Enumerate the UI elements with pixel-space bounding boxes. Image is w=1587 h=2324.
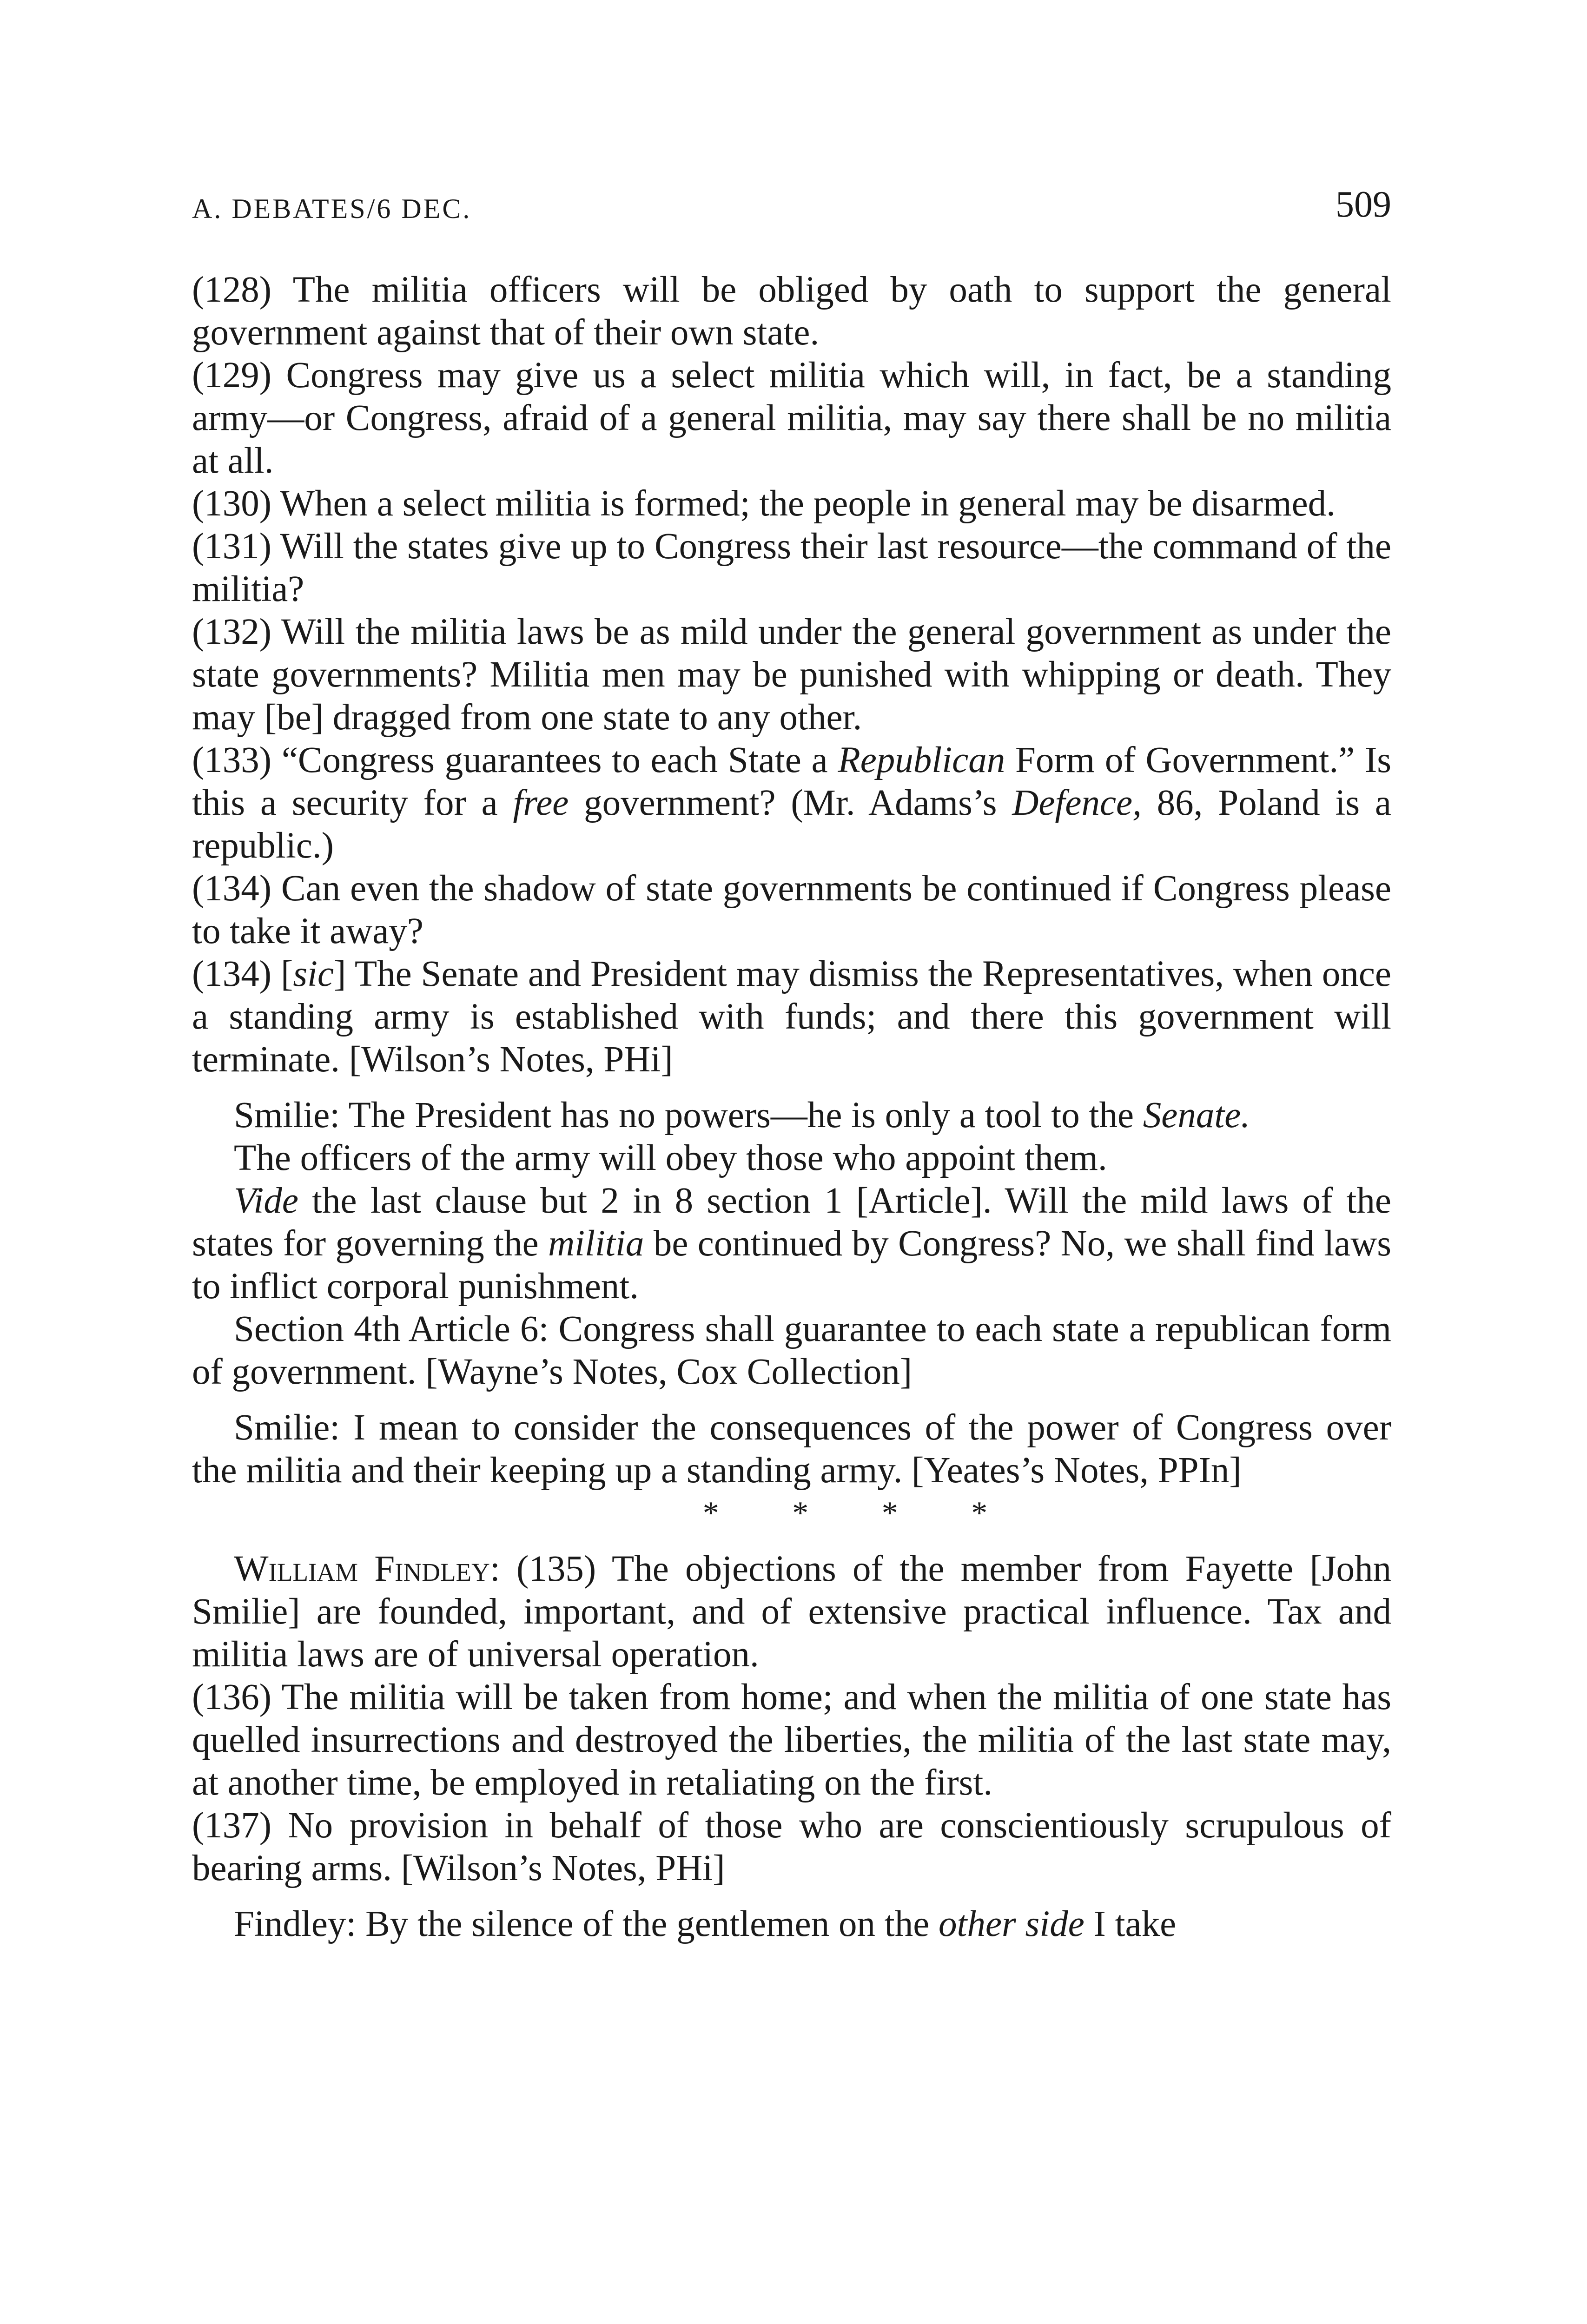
paragraph-smilie-president: Smilie: The President has no powers—he is only a tool to the Senate. [234, 1095, 1250, 1136]
body-text [192, 269, 1391, 1946]
emphasis-republican: Republican [838, 740, 1005, 780]
paragraph-131: (131) Will the states give up to Congress their last resource—the command of the militia? [192, 526, 1391, 609]
emphasis-senate: Senate. [1143, 1095, 1250, 1136]
paragraph-smilie-consequences: Smilie: I mean to consider the consequences of the power of Congress over the militia and their keeping up a standing army. [Yeates’s Notes, PPIn] [192, 1407, 1391, 1491]
paragraph-130: (130) When a select militia is formed; the people in general may be disarmed. [192, 483, 1336, 524]
paragraph-133: (133) “Congress guarantees to each State a Republican Form of Government.” Is this a security for a free government? (Mr. Adams’s Defence, 86, Poland is a republic.) [192, 740, 1392, 866]
running-head [192, 184, 1391, 235]
emphasis-sic: sic [293, 954, 334, 994]
paragraph-findley-silence: Findley: By the silence of the gentlemen on the other side I take [234, 1904, 1177, 1944]
running-head-title: A. DEBATES/6 DEC. [192, 193, 472, 224]
paragraph-134: (134) Can even the shadow of state governments be continued if Congress please to take it away? [192, 868, 1391, 951]
emphasis-free: free [513, 783, 569, 823]
paragraph-vide: Vide the last clause but 2 in 8 section 1 [Article]. Will the mild laws of the states for governing the militia be continued by Congress? No, we shall find laws to inflict corporal punishment. [192, 1181, 1391, 1307]
paragraph-136: (136) The militia will be taken from home; and when the militia of one state has quelled insurrections and destroyed the liberties, the militia of the last state may, at another time, be employed in retaliating on the first. [192, 1677, 1391, 1803]
emphasis-defence: Defence, [1012, 783, 1142, 823]
paragraph-129: (129) Congress may give us a select militia which will, in fact, be a standing army—or Congress, afraid of a general militia, may say there shall be no militia at all. [192, 355, 1391, 481]
speaker-name: William Findley: [234, 1549, 500, 1589]
paragraph-smilie-officers: The officers of the army will obey those who appoint them. [234, 1138, 1107, 1178]
paragraph-134-sic: (134) [sic] The Senate and President may dismiss the Representatives, when once a standing army is established with funds; and there this government will terminate. [Wilson’s Notes, PHi] [192, 954, 1391, 1080]
paragraph-135: William Findley: (135) The objections of the member from Fayette [John Smilie] are founded, important, and of extensive practical influence. Tax and militia laws are of universal operation. [192, 1549, 1391, 1675]
emphasis-other-side: other side [939, 1904, 1084, 1944]
emphasis-vide: Vide [234, 1181, 298, 1221]
paragraph-137: (137) No provision in behalf of those who are conscientiously scrupulous of bearing arms. [Wilson’s Notes, PHi] [192, 1805, 1391, 1888]
paragraph-128: (128) The militia officers will be obliged by oath to support the general government against that of their own state. [192, 270, 1391, 353]
page-number: 509 [1336, 184, 1391, 225]
paragraph-132: (132) Will the militia laws be as mild under the general government as under the state governments? Militia men may be punished with whipping or death. They may [be] dragged from one state to any other. [192, 612, 1391, 738]
emphasis-militia: militia [548, 1223, 644, 1264]
paragraph-section-4: Section 4th Article 6: Congress shall guarantee to each state a republican form of government. [Wayne’s Notes, Cox Collection] [192, 1309, 1391, 1392]
section-break-asterisks: * * * * [702, 1495, 1020, 1531]
